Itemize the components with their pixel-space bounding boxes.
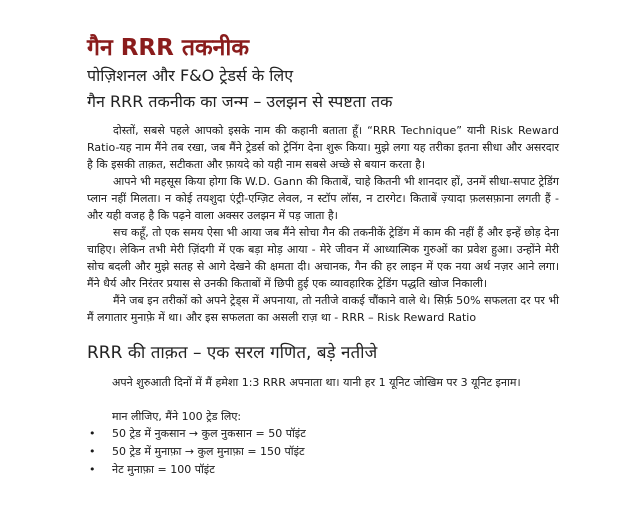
list-item-text: 50 ट्रेड में मुनाफ़ा → कुल मुनाफ़ा = 150 पॉइंट bbox=[112, 445, 305, 458]
paragraph: सच कहूँ, तो एक समय ऐसा भी आया जब मैंने सोचा गैन की तकनीकें ट्रेडिंग में काम की नहीं हैं और इन्हें छोड़ देना चाहिए। लेकिन तभी मेरी ज़िंदगी में एक बड़ा मोड़ आया - मेरे जीवन में आध्यात्मिक गुरुओं का प्रवेश हुआ। उन्होंने मेरी सोच बदली और मुझे सतह से आगे देखने की क्षमता दी। अचानक, गैन की हर लाइन में एक नया अर्थ नज़र आने लगा। मैंने धैर्य और निरंतर प्रयास से उनकी किताबों में छिपी हुई एक व्यावहारिक ट्रेडिंग पद्धति खोज निकाली। bbox=[87, 226, 559, 290]
paragraph: मैंने जब इन तरीकों को अपने ट्रेड्स में अपनाया, तो नतीजे वाकई चौंकाने वाले थे। सिर्फ़ 50% सफलता दर पर भी मैं लगातार मुनाफ़े में था। और इस सफलता का असली राज़ था - RRR – Risk Reward Ratio bbox=[87, 294, 559, 324]
example-lead: मान लीजिए, मैंने 100 ट्रेड लिए: bbox=[112, 410, 242, 423]
paragraph: आपने भी महसूस किया होगा कि W.D. Gann की किताबें, चाहे कितनी भी शानदार हों, उनमें सीधा-सपाट ट्रेडिंग प्लान नहीं मिलता। न कोई तयशुदा एंट्री-एग्ज़िट लेवल, न स्टॉप लॉस, न टारगेट। किताबें ज़्यादा फ़लसफ़ाना लगती हैं - और यही वजह है कि पढ़ने वाला अक्सर उलझन में पड़ जाता है। bbox=[87, 175, 559, 222]
list-item bbox=[87, 461, 559, 479]
document-subtitle: पोज़िशनल और F&O ट्रेडर्स के लिए bbox=[87, 66, 294, 85]
bullet-icon: • bbox=[89, 445, 96, 458]
document-page bbox=[87, 34, 559, 479]
bullet-icon: • bbox=[89, 463, 96, 476]
document-title: गैन RRR तकनीक bbox=[87, 35, 250, 61]
bullet-icon: • bbox=[89, 427, 96, 440]
section-heading-rrr: RRR की ताक़त – एक सरल गणित, बड़े नतीजे bbox=[87, 343, 378, 363]
list-item-text: नेट मुनाफ़ा = 100 पॉइंट bbox=[112, 463, 215, 476]
bullet-list bbox=[87, 425, 559, 479]
list-item bbox=[87, 425, 559, 443]
list-item-text: 50 ट्रेड में नुकसान → कुल नुकसान = 50 पॉइंट bbox=[112, 427, 306, 440]
body-text bbox=[87, 122, 559, 326]
list-item bbox=[87, 443, 559, 461]
section-heading-origin: गैन RRR तकनीक का जन्म – उलझन से स्पष्टता तक bbox=[87, 92, 393, 111]
section-intro: अपने शुरुआती दिनों में मैं हमेशा 1:3 RRR अपनाता था। यानी हर 1 यूनिट जोखिम पर 3 यूनिट इनाम। bbox=[112, 376, 521, 389]
paragraph: दोस्तों, सबसे पहले आपको इसके नाम की कहानी बताता हूँ। “RRR Technique” यानी Risk Reward Ratio-यह नाम मैंने तब रखा, जब मैंने ट्रेडर्स को ट्रेनिंग देना शुरू किया। मुझे लगा यह तरीका इतना सीधा और असरदार है कि इसकी ताक़त, सटीकता और फ़ायदे को यही नाम सबसे अच्छे से बयान करता है। bbox=[87, 124, 559, 171]
